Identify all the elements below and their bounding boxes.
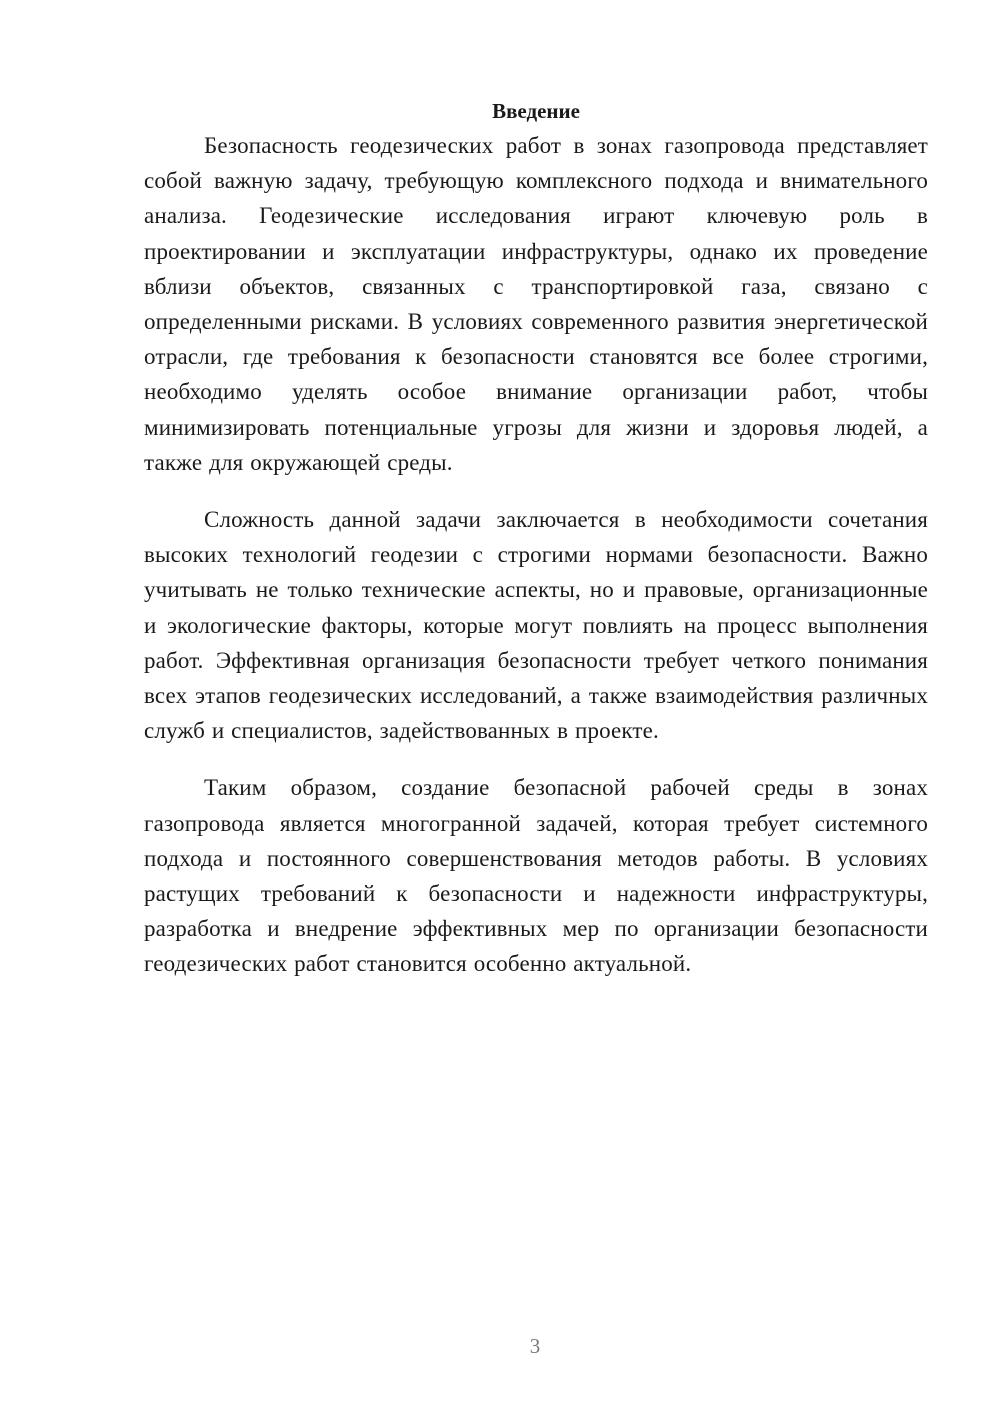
paragraph-1: Безопасность геодезических работ в зонах газопровода представляет собой важную задачу, требующую комплексного подхода и внимательного анализа. Геодезические исследования играют ключевую роль в проектировании и эксплуатации инфраструктуры, однако их проведение вблизи объектов, связанных с транспортировкой газа, связано с определенными рисками. В условиях современного развития энергетической отрасли, где требования к безопасности становятся все более строгими, необходимо уделять особое внимание организации работ, чтобы минимизировать потенциальные угрозы для жизни и здоровья людей, а также для окружающей среды. (144, 133, 928, 475)
section-title: Введение (492, 99, 580, 123)
paragraph-3: Таким образом, создание безопасной рабочей среды в зонах газопровода является многогранной задачей, которая требует системного подхода и постоянного совершенствования методов работы. В условиях растущих требований к безопасности и надежности инфраструктуры, разработка и внедрение эффективных мер по организации безопасности геодезических работ становится особенно актуальной. (144, 775, 928, 977)
paragraph-2: Сложность данной задачи заключается в необходимости сочетания высоких технологий геодезии с строгими нормами безопасности. Важно учитывать не только технические аспекты, но и правовые, организационные и экологические факторы, которые могут повлиять на процесс выполнения работ. Эффективная организация безопасности требует четкого понимания всех этапов геодезических исследований, а также взаимодействия различных служб и специалистов, задействованных в проекте. (144, 507, 928, 744)
page-number: 3 (529, 1334, 541, 1358)
page-body (144, 96, 928, 1004)
